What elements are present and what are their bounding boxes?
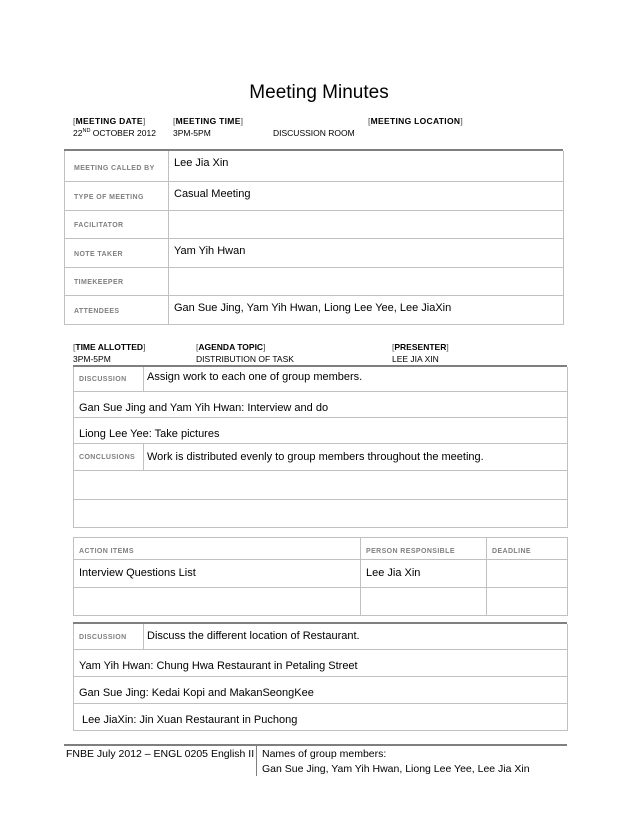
discussion-line-row [74, 391, 568, 417]
info-row [65, 238, 564, 267]
presenter-label: [PRESENTER] [392, 342, 449, 352]
info-label: NOTE TAKER [74, 250, 123, 258]
meeting-date-label: [MEETING DATE] [73, 116, 146, 126]
info-label: TIMEKEEPER [74, 278, 124, 286]
info-row [65, 295, 564, 324]
presenter-value: LEE JIA XIN [392, 354, 439, 364]
info-row [65, 267, 564, 295]
meeting-info-table [64, 151, 564, 325]
info-value: Lee Jia Xin [174, 157, 229, 169]
info-value: Gan Sue Jing, Yam Yih Hwan, Liong Lee Yee, Lee JiaXin [174, 301, 452, 314]
time-allotted-label: [TIME ALLOTTED] [73, 342, 146, 352]
agenda-topic-value: DISTRIBUTION OF TASK [196, 354, 294, 364]
meeting-location-value: DISCUSSION ROOM [273, 128, 355, 138]
meeting-location-label: [MEETING LOCATION] [368, 116, 463, 126]
footer-course: FNBE July 2012 – ENGL 0205 English II [66, 748, 255, 760]
person-responsible-header: PERSON RESPONSIBLE [366, 547, 455, 555]
discussion-line-row [74, 703, 568, 730]
action-items-table [73, 537, 568, 616]
meeting-time-label: [MEETING TIME] [173, 116, 244, 126]
footer-members-label: Names of group members: [262, 748, 387, 760]
empty-row [74, 499, 568, 527]
info-row [65, 151, 564, 181]
info-value: Yam Yih Hwan [174, 244, 246, 257]
footer-rule [64, 744, 567, 746]
meeting-date-value: 22ND OCTOBER 2012 [73, 128, 156, 138]
conclusions-label: CONCLUSIONS [79, 453, 136, 461]
discussion-row [74, 624, 568, 649]
action-items-header: ACTION ITEMS [79, 547, 134, 555]
deadline-header: DEADLINE [492, 547, 531, 555]
section1-discussion-table [73, 367, 568, 528]
discussion-line: Liong Lee Yee: Take pictures [79, 427, 220, 440]
section2-discussion-table [73, 624, 568, 731]
info-label: FACILITATOR [74, 221, 124, 229]
time-allotted-value: 3PM-5PM [73, 354, 111, 364]
action-row [74, 560, 568, 588]
conclusions-text: Work is distributed evenly to group members throughout the meeting. [147, 450, 484, 463]
discussion-label: DISCUSSION [79, 375, 127, 383]
discussion-line: Lee JiaXin: Jin Xuan Restaurant in Puchong [79, 713, 298, 726]
discussion-line: Gan Sue Jing: Kedai Kopi and MakanSeongKee [79, 686, 314, 699]
page-title: Meeting Minutes [249, 82, 389, 103]
action-row [74, 588, 568, 616]
discussion-line-row [74, 676, 568, 703]
discussion-text: Discuss the different location of Restaurant. [147, 630, 360, 642]
agenda-topic-label: [AGENDA TOPIC] [196, 342, 266, 352]
info-row [65, 181, 564, 210]
footer-divider [256, 746, 257, 776]
action-person: Lee Jia Xin [366, 567, 421, 579]
discussion-row [74, 367, 568, 391]
discussion-line: Yam Yih Hwan: Chung Hwa Restaurant in Petaling Street [79, 659, 358, 672]
info-row [65, 210, 564, 238]
footer-members-names: Gan Sue Jing, Yam Yih Hwan, Liong Lee Yee, Lee Jia Xin [262, 763, 530, 775]
discussion-text: Assign work to each one of group members. [147, 371, 363, 383]
discussion-line-row [74, 649, 568, 676]
action-header-row [74, 538, 568, 560]
discussion-label: DISCUSSION [79, 633, 127, 641]
conclusions-row [74, 443, 568, 470]
discussion-line: Gan Sue Jing and Yam Yih Hwan: Interview and do [79, 401, 329, 414]
empty-row [74, 470, 568, 499]
discussion-line-row [74, 417, 568, 443]
info-label: TYPE OF MEETING [74, 193, 144, 201]
info-label: MEETING CALLED BY [74, 164, 155, 172]
info-value: Casual Meeting [174, 187, 251, 200]
action-item: Interview Questions List [79, 567, 196, 579]
info-label: ATTENDEES [74, 307, 120, 315]
meeting-time-value: 3PM-5PM [173, 128, 211, 138]
